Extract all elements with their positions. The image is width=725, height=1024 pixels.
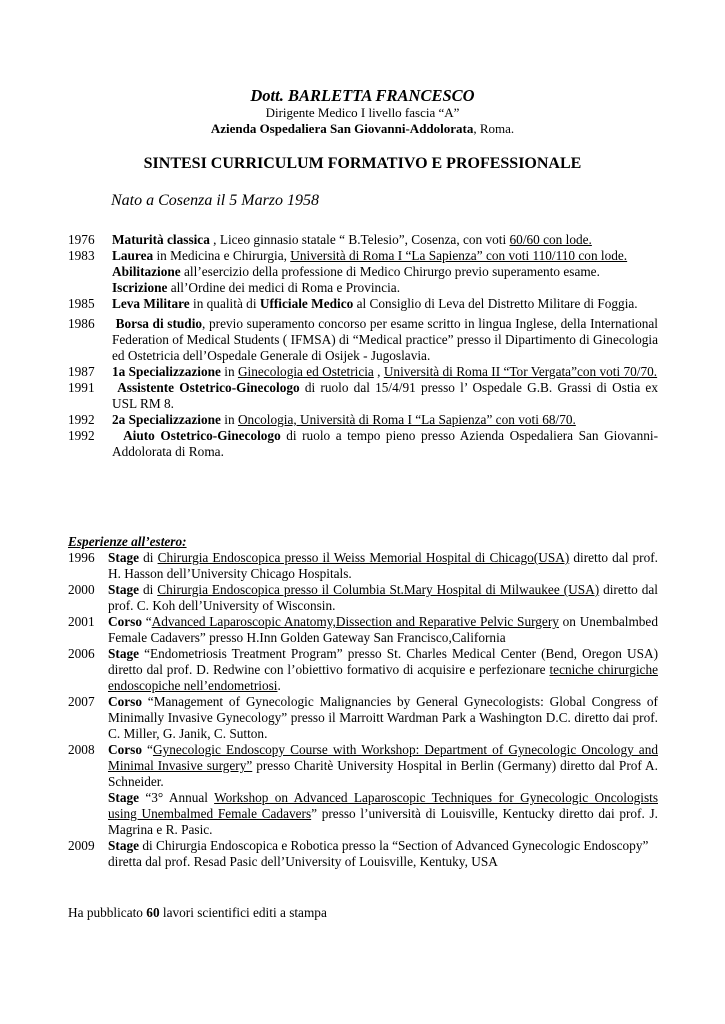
entry-year: 2007 [68,694,95,709]
entry-title: Corso [108,614,142,629]
birth-info: Nato a Cosenza il 5 Marzo 1958 [111,192,320,209]
abroad-1996 [68,550,658,582]
entry-text [112,296,658,312]
publications-text: lavori scientifici editi a stampa [159,905,327,920]
entry-detail: all’esercizio della professione di Medico Chirurgo previo superamento esame. [180,264,600,279]
hospital-city: , Roma. [473,121,515,136]
entry-text [112,428,658,460]
entry-detail: on Unembalmbed Female Cadavers” presso H.Inn Golden Gateway San Francisco,California [108,614,658,645]
hospital-name: Azienda Ospedaliera San Giovanni-Addolorata [210,121,474,136]
entry-text [112,248,658,264]
entry-detail: all’Ordine dei medici di Roma e Provincia. [167,280,401,295]
education-career-list [68,232,658,460]
entry-underlined: tecniche chirurgiche endoscopiche nell’endometriosi [108,662,658,693]
entry-year: 1996 [68,550,95,565]
entry-text [108,614,658,646]
entry-detail: di [139,550,158,565]
entry-text [112,364,658,380]
entry-year: 1986 [68,316,95,331]
entry-detail: “Endometriosis Treatment Program” presso St. Charles Medical Center (Bend, Oregon USA) diretto dal prof. D. Redwine con l’obiettivo formativo di acquisire e perfezionare [108,646,658,677]
publications-line [68,905,327,921]
entry-detail: di Chirurgia Endoscopica e Robotica presso la “Section of Advanced Gynecologic Endoscopy” diretta dal prof. Resad Pasic dell’University of Louisville, Kentuky, USA [108,838,649,869]
entry-title: Abilitazione [112,264,181,279]
entry-detail: in [220,364,238,379]
entry-detail: diretto dal prof. C. Koh dell’University of Wisconsin. [108,582,658,613]
entry-year: 1987 [68,364,95,379]
entry-text [112,232,658,248]
abroad-2008 [68,742,658,790]
entry-title: Leva Militare [112,296,190,311]
entry-title: Corso [108,742,142,757]
entry-text [112,316,658,364]
hospital-line [0,121,725,137]
experience-abroad-section [68,534,658,870]
entry-1983-abilitazione [68,264,658,280]
entry-title: Stage [108,582,140,597]
publications-count: 60 [146,905,160,920]
entry-1983 [68,248,658,264]
entry-detail: , Liceo ginnasio statale “ B.Telesio”, Cosenza, con voti [209,232,510,247]
entry-title: Corso [108,694,142,709]
entry-detail: in qualità di [189,296,260,311]
entry-text [112,412,658,428]
entry-1976 [68,232,658,248]
entry-1985 [68,296,658,312]
entry-detail: , [373,364,384,379]
abroad-2008-stage [68,790,658,838]
entry-title: 1a Specializzazione [112,364,221,379]
entry-underlined: Gynecologic Endoscopy Course with Workshop: Department of Gynecologic Oncology and Minimal Invasive surgery” [108,742,658,773]
abroad-2009 [68,838,658,870]
publications-text: Ha pubblicato [68,905,147,920]
entry-title: Laurea [112,248,154,263]
entry-detail: “3° Annual [139,790,215,805]
entry-text [108,582,658,614]
doctor-name: Dott. BARLETTA FRANCESCO [250,86,475,105]
entry-text [108,838,658,870]
entry-1991 [68,380,658,412]
entry-underlined: 60/60 con lode. [509,232,592,247]
entry-text [112,380,658,412]
entry-title: Maturità classica [112,232,210,247]
entry-detail: ” presso l’università di Louisville, Kentucky diretto dai prof. J. Magrina e R. Pasic. [108,806,658,837]
section-title: Esperienze all’estero: [68,534,187,549]
entry-title: Stage [108,550,140,565]
entry-year: 1992 [68,412,95,427]
entry-year: 1976 [68,232,95,247]
abroad-2001 [68,614,658,646]
entry-underlined: Università di Roma II “Tor Vergata”con voti 70/70. [383,364,658,379]
entry-underlined: Università di Roma I “La Sapienza” con voti 110/110 con lode. [290,248,628,263]
entry-title: 2a Specializzazione [112,412,221,427]
entry-1987 [68,364,658,380]
entry-title: Stage [108,790,140,805]
entry-year: 1985 [68,296,95,311]
entry-detail: di ruolo dal 15/4/91 presso l’ Ospedale G.B. Grassi di Ostia ex USL RM 8. [112,380,658,411]
entry-underlined: Oncologia, Università di Roma I “La Sapienza” con voti 68/70. [237,412,576,427]
abroad-2007 [68,694,658,742]
entry-underlined: Advanced Laparoscopic Anatomy,Dissection and Reparative Pelvic Surgery [151,614,559,629]
entry-year: 2008 [68,742,95,757]
entry-1992-specializzazione [68,412,658,428]
entry-year: 2000 [68,582,95,597]
entry-detail: “Management of Gynecologic Malignancies by General Gynecologists: Global Congress of Minimally Invasive Gynecology” presso il Marroitt Wardman Park a Washington D.C. diretto dai prof. C. Miller, G. Janik, C. Sutton. [108,694,658,741]
entry-1983-iscrizione [68,280,658,296]
entry-year: 2006 [68,646,95,661]
entry-1992-aiuto [68,428,658,460]
entry-detail: al Consiglio di Leva del Distretto Militare di Foggia. [353,296,638,311]
entry-title: Ufficiale Medico [259,296,354,311]
abroad-2000 [68,582,658,614]
entry-title: Assistente Ostetrico-Ginecologo [117,380,300,395]
entry-year: 1992 [68,428,95,443]
entry-underlined: Workshop on Advanced Laparoscopic Techniques for Gynecologic Oncologists using Unembalmed Female Cadavers [108,790,658,821]
entry-title: Borsa di studio [115,316,203,331]
entry-text [108,646,658,694]
entry-underlined: Chirurgia Endoscopica presso il Weiss Memorial Hospital di Chicago(USA) [157,550,570,565]
entry-detail: . [277,678,281,693]
entry-text [108,742,658,790]
entry-detail: in Medicina e Chirurgia, [153,248,291,263]
entry-title: Iscrizione [112,280,168,295]
entry-title: Stage [108,646,140,661]
entry-year: 2009 [68,838,95,853]
entry-title: Aiuto Ostetrico-Ginecologo [123,428,281,443]
entry-underlined: Ginecologia ed Ostetricia [237,364,374,379]
entry-text [108,550,658,582]
entry-detail: in [220,412,238,427]
entry-underlined: Chirurgia Endoscopica presso il Columbia St.Mary Hospital di Milwaukee (USA) [157,582,600,597]
doctor-role: Dirigente Medico I livello fascia “A” [265,105,460,120]
entry-detail: “ [141,742,153,757]
entry-text [108,694,658,742]
entry-detail: “ [141,614,152,629]
entry-title: Stage [108,838,140,853]
entry-detail: di ruolo a tempo pieno presso Azienda Ospedaliera San Giovanni-Addolorata di Roma. [112,428,658,459]
entry-detail: di [139,582,158,597]
abroad-2006 [68,646,658,694]
entry-detail: , previo superamento concorso per esame scritto in lingua Inglese, della International Federation of Medical Students ( IFMSA) di “Medical practice” presso il Dipartimento di Ginecologia ed Ostetricia dell’Ospedale Generale di Osijek - Jugoslavia. [112,316,659,363]
entry-detail: presso Charitè University Hospital in Berlin (Germany) diretto dal Prof A. Schneider. [108,758,658,789]
entry-year: 2001 [68,614,95,629]
entry-year: 1983 [68,248,95,263]
entry-detail: diretto dal prof. H. Hasson dell’University Chicago Hospitals. [108,550,658,581]
document-heading: SINTESI CURRICULUM FORMATIVO E PROFESSIONALE [143,155,582,172]
entry-1986 [68,316,658,364]
entry-year: 1991 [68,380,95,395]
